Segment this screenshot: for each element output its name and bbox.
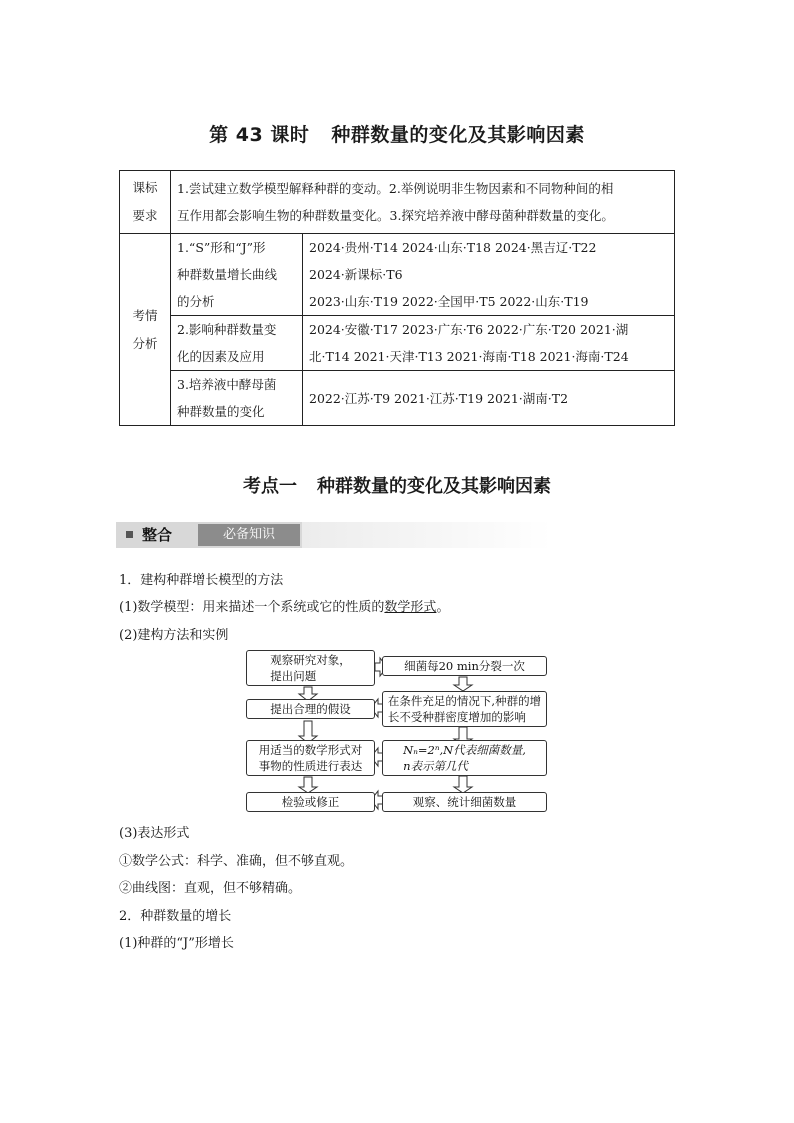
- topic-exams: 2022·江苏·T9 2021·江苏·T19 2021·湖南·T2: [303, 371, 675, 426]
- square-bullet-icon: [126, 531, 133, 538]
- lesson-number: 第 43 课时: [209, 124, 310, 146]
- paragraph-math-model: (1)数学模型：用来描述一个系统或它的性质的数学形式。: [119, 600, 450, 615]
- paragraph-curve: ②曲线图：直观，但不够精确。: [119, 881, 302, 896]
- flow-step-express: 用适当的数学形式对 事物的性质进行表达: [246, 740, 375, 776]
- banner-label-integrate: 整合: [142, 526, 173, 544]
- banner-label-knowledge: 必备知识: [198, 524, 300, 546]
- paragraph-method: (2)建构方法和实例: [119, 628, 229, 643]
- paragraph-heading-2: 2．种群数量的增长: [119, 909, 232, 924]
- section-topic: 种群数量的变化及其影响因素: [317, 476, 551, 497]
- paragraph-j-growth: (1)种群的“J”形增长: [119, 936, 234, 951]
- topic-label: 3.培养液中酵母菌 种群数量的变化: [171, 371, 303, 426]
- table-row: [120, 234, 675, 316]
- topic-exams: 2024·贵州·T14 2024·山东·T18 2024·黑吉辽·T22 2024·新课标·T6 2023·山东·T19 2022·全国甲·T5 2022·山东·T19: [303, 234, 675, 316]
- banner-fade: [302, 522, 552, 548]
- flow-example-formula: Nₙ=2ⁿ,N代表细菌数量, n表示第几代: [382, 740, 547, 776]
- paragraph-formula: ①数学公式：科学、准确，但不够直观。: [119, 854, 354, 869]
- paragraph-expression: (3)表达形式: [119, 826, 190, 841]
- requirements-text: 1.尝试建立数学模型解释种群的变动。2.举例说明非生物因素和不同物种间的相 互作用都会影响生物的种群数量变化。3.探究培养液中酵母菌种群数量的变化。: [171, 171, 675, 234]
- flow-example-observe: 观察、统计细菌数量: [382, 792, 547, 812]
- flow-step-hypothesis: 提出合理的假设: [246, 699, 375, 719]
- label-analysis: 考情 分析: [120, 234, 171, 426]
- label-requirements: 课标 要求: [120, 171, 171, 234]
- flow-step-observe: 观察研究对象， 提出问题: [246, 650, 375, 686]
- table-row: [120, 171, 675, 234]
- table-row: [120, 316, 675, 371]
- topic-label: 1.“S”形和“J”形 种群数量增长曲线 的分析: [171, 234, 303, 316]
- lesson-title: [0, 120, 794, 147]
- knowledge-banner: [116, 522, 302, 548]
- paragraph-heading-1: 1．建构种群增长模型的方法: [119, 573, 284, 588]
- section-number: 考点一: [243, 476, 297, 497]
- topic-exams: 2024·安徽·T17 2023·广东·T6 2022·广东·T20 2021·湖 北·T14 2021·天津·T13 2021·海南·T18 2021·海南·T24: [303, 316, 675, 371]
- topic-label: 2.影响种群数量变 化的因素及应用: [171, 316, 303, 371]
- section-heading: [0, 472, 794, 498]
- flow-step-verify: 检验或修正: [246, 792, 375, 812]
- table-row: [120, 371, 675, 426]
- flow-example-assumption: 在条件充足的情况下,种群的增 长不受种群密度增加的影响: [382, 691, 547, 727]
- lesson-topic: 种群数量的变化及其影响因素: [331, 124, 585, 146]
- flow-example-division: 细菌每20 min分裂一次: [382, 656, 547, 676]
- curriculum-table: [119, 170, 675, 426]
